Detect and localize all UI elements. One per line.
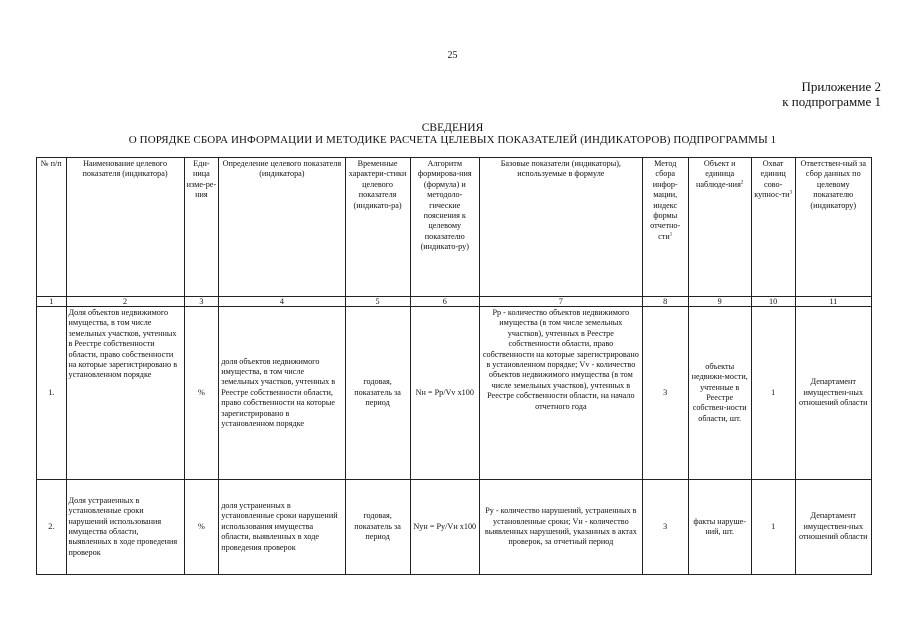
row-num: 2. [37,480,67,575]
row-num: 1. [37,307,67,480]
row-method: 3 [642,480,688,575]
header-method: Метод сбора инфор-мации, индекс формы отчетно-сти$^1$ [642,158,688,297]
header-unit: Еди-ница изме-ре-ния [184,158,219,297]
col-number: 3 [184,297,219,307]
header-name: Наименование целевого показателя (индикатора) [66,158,184,297]
header-definition: Определение целевого показателя (индикатора) [219,158,345,297]
appendix-label [782,79,881,109]
header-responsible: Ответствен-ный за сбор данных по целевому показателю (индикатору) [795,158,871,297]
header-row [37,158,872,297]
row-object: факты наруше-ний, шт. [688,480,751,575]
document-title: СВЕДЕНИЯ [421,122,484,134]
col-number: 4 [219,297,345,307]
header-base: Базовые показатели (индикаторы), используемые в формуле [479,158,642,297]
row-base: Py - количество нарушений, устраненных в установленные сроки; Vн - количество выявленных нарушений, указанных в актах проверок, за отчетный период [479,480,642,575]
column-number-row [37,297,872,307]
header-coverage: Охват единиц сово-$купнос-ти^3$ [751,158,795,297]
row-time: годовая, показатель за период [345,480,410,575]
table-row [37,307,872,480]
header-formula: Алгоритм формирова-ния (формула) и методоло-гические пояснения к целевому показателю (индикато-ру) [410,158,479,297]
row-formula: Nн = Pp/Vv x100 [410,307,479,480]
row-unit: % [184,307,219,480]
header-time: Временные характери-стики целевого показателя (индикато-ра) [345,158,410,297]
appendix-line-1: Приложение 2 [801,79,881,94]
header-object: Объект и единица наблюде-ния$^2$ [688,158,751,297]
row-object: объекты недвижи-мости, учтенные в Реестре собствен-ности области, шт. [688,307,751,480]
header-num: № п/п [37,158,67,297]
col-number: 6 [410,297,479,307]
col-number: 11 [795,297,871,307]
row-method: 3 [642,307,688,480]
col-number: 10 [751,297,795,307]
col-number: 5 [345,297,410,307]
row-base: Pp - количество объектов недвижимого имущества (в том числе земельных участков), учтенных в Реестре собственности области, право собственности на которые зарегистрировано в установленном порядке; Vv - количество объектов недвижимого имущества (в том числе земельных участков), учтенных в Реестре собственности области, на начало отчетного года [479,307,642,480]
page-number: 25 [447,50,458,61]
row-name: Доля устраненных в установленные сроки нарушений использования имущества области, выявленных в ходе проведения проверок [66,480,184,575]
footnote-mark-2: 2 [740,180,744,186]
document-subtitle: О ПОРЯДКЕ СБОРА ИНФОРМАЦИИ И МЕТОДИКЕ РАСЧЕТА ЦЕЛЕВЫХ ПОКАЗАТЕЛЕЙ (ИНДИКАТОРОВ) ПОДПРОГРАММЫ 1 [128,134,777,146]
row-time: годовая, показатель за период [345,307,410,480]
row-definition: доля объектов недвижимого имущества, в том числе земельных участков, учтенных в Реестре собственности области, право собственности на которые зарегистрировано в установленном порядке [219,307,345,480]
col-number: 1 [37,297,67,307]
footnote-mark-1: 1 [669,232,673,238]
row-formula: Nун = Py/Vн x100 [410,480,479,575]
row-definition: доля устраненных в установленные сроки нарушений использования имущества области, выявленных в ходе проведения проверок [219,480,345,575]
col-number: 2 [66,297,184,307]
row-unit: % [184,480,219,575]
row-coverage: 1 [751,480,795,575]
appendix-line-2: к подпрограмме 1 [782,94,881,109]
row-name: Доля объектов недвижимого имущества, в том числе земельных участков, учтенных в Реестре собственности области, право собственности на которые зарегистрировано в установленном порядке [66,307,184,480]
table-row [37,480,872,575]
row-responsible: Департамент имуществен-ных отношений области [795,480,871,575]
col-number: 8 [642,297,688,307]
col-number: 9 [688,297,751,307]
col-number: 7 [479,297,642,307]
row-coverage: 1 [751,307,795,480]
indicators-table [36,157,872,575]
footnote-mark-3: 3 [789,190,793,196]
row-responsible: Департамент имуществен-ных отношений области [795,307,871,480]
